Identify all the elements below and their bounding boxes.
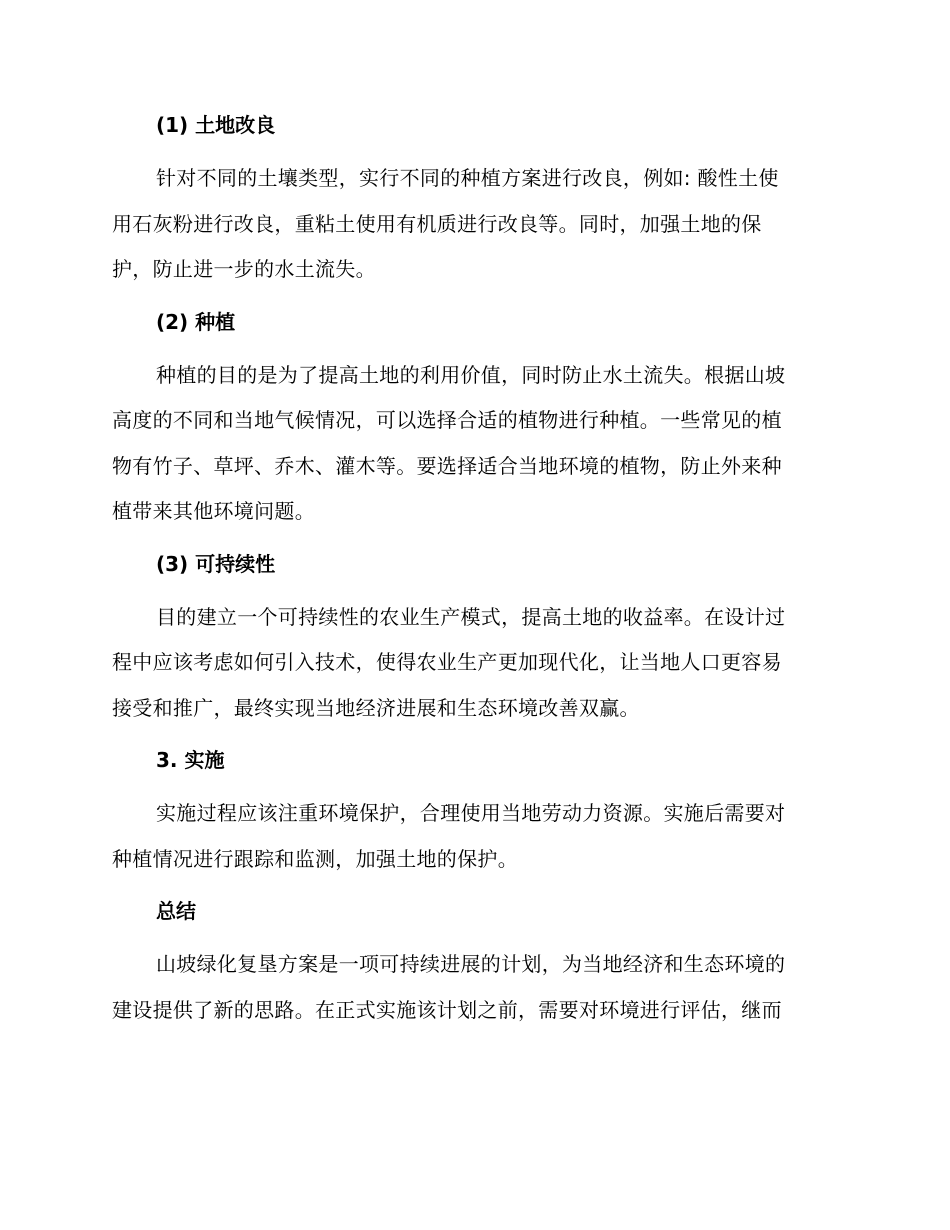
- section-heading-land-improvement: (1) 土地改良: [156, 113, 276, 137]
- section-heading-summary: 总结: [156, 899, 196, 923]
- paragraph-line: 针对不同的土壤类型，实行不同的种植方案进行改良，例如: 酸性土使: [156, 166, 779, 190]
- paragraph-line: 植带来其他环境问题。: [112, 499, 315, 523]
- paragraph-line: 实施过程应该注重环境保护，合理使用当地劳动力资源。实施后需要对: [156, 801, 786, 825]
- section-heading-planting: (2) 种植: [156, 309, 236, 334]
- paragraph-planting: [112, 353, 832, 535]
- paragraph-line: 物有竹子、草坪、乔木、灌木等。要选择适合当地环境的植物，防止外来种: [112, 453, 782, 478]
- paragraph-implementation: [112, 791, 832, 882]
- document-body: [112, 110, 832, 1047]
- paragraph-line: 高度的不同和当地气候情况，可以选择合适的植物进行种植。一些常见的植: [112, 408, 782, 432]
- paragraph-line: 护，防止进一步的水土流失。: [112, 257, 376, 281]
- paragraph-line: 目的建立一个可持续性的农业生产模式，提高土地的收益率。在设计过: [156, 604, 786, 629]
- paragraph-line: 用石灰粉进行改良，重粘土使用有机质进行改良等。同时，加强土地的保: [112, 211, 762, 236]
- paragraph-line: 种植情况进行跟踪和监测，加强土地的保护。: [112, 846, 518, 871]
- paragraph-line: 种植的目的是为了提高土地的利用价值，同时防止水土流失。根据山坡: [156, 362, 786, 387]
- paragraph-line: 山坡绿化复垦方案是一项可持续进展的计划，为当地经济和生态环境的: [156, 952, 786, 976]
- paragraph-line: 程中应该考虑如何引入技术，使得农业生产更加现代化，让当地人口更容易: [112, 650, 782, 674]
- paragraph-land-improvement: [112, 156, 832, 293]
- section-heading-sustainability: (3) 可持续性: [156, 551, 276, 576]
- paragraph-sustainability: [112, 595, 832, 732]
- paragraph-line: 接受和推广，最终实现当地经济进展和生态环境改善双赢。: [112, 695, 640, 720]
- section-heading-implementation: 3. 实施: [156, 748, 225, 772]
- paragraph-line: 建设提供了新的思路。在正式实施该计划之前，需要对环境进行评估，继而: [112, 997, 782, 1022]
- paragraph-summary: [112, 942, 832, 1033]
